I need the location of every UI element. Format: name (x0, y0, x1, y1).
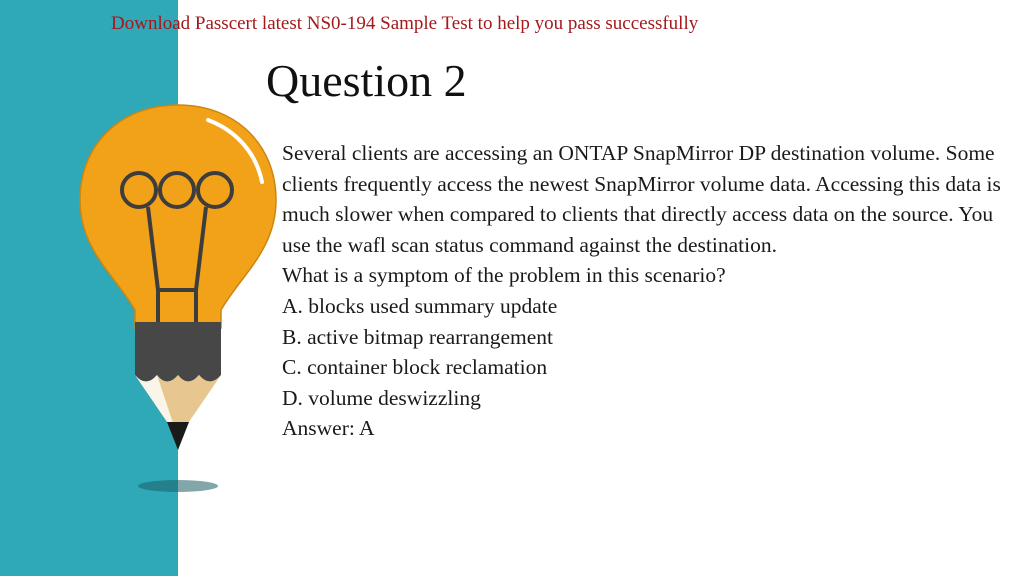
question-text: Several clients are accessing an ONTAP SnapMirror DP destination volume. Some clients frequently access the newest SnapMirror volume data. Accessing this data is much slower when compared to clients that directly access data on the source. You use the wafl scan status command against the destination. (282, 141, 1001, 257)
slide-title: Question 2 (266, 55, 467, 106)
bulb-glass (80, 105, 276, 328)
question-prompt: What is a symptom of the problem in this scenario? (282, 263, 726, 288)
option-b: B. active bitmap rearrangement (282, 324, 554, 349)
promo-banner[interactable]: Download Passcert latest NS0-194 Sample Test to help you pass successfully (111, 13, 699, 34)
shadow-ellipse (138, 480, 218, 492)
pencil-body (135, 322, 221, 382)
question-body (282, 138, 1017, 444)
option-c: C. container block reclamation (282, 355, 548, 380)
lightbulb-pencil-illustration (60, 90, 300, 510)
option-a: A. blocks used summary update (282, 293, 558, 318)
option-d: D. volume deswizzling (282, 385, 481, 410)
pencil-graphite-tip (167, 422, 189, 450)
answer-text: Answer: A (282, 416, 375, 441)
